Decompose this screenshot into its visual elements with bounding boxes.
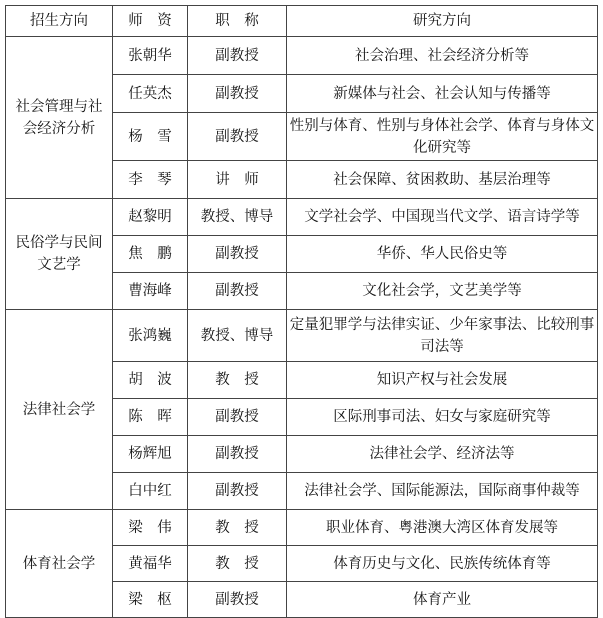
teacher-title: 副教授 bbox=[188, 273, 287, 310]
teacher-title: 教 授 bbox=[188, 362, 287, 399]
teacher-name: 焦 鹏 bbox=[113, 236, 188, 273]
header-row bbox=[6, 6, 598, 37]
header-research: 研究方向 bbox=[287, 6, 598, 37]
teacher-name: 黄福华 bbox=[113, 546, 188, 582]
direction-text: 会经济分析 bbox=[22, 120, 96, 137]
teacher-name: 梁 枢 bbox=[113, 582, 188, 618]
teacher-name: 胡 波 bbox=[113, 362, 188, 399]
teacher-name: 白中红 bbox=[113, 473, 188, 510]
direction-text: 文艺学 bbox=[37, 257, 81, 273]
research-area: 文化社会学，文艺美学等 bbox=[287, 273, 598, 310]
direction-cell bbox=[6, 37, 113, 199]
research-area: 职业体育、粤港澳大湾区体育发展等 bbox=[287, 510, 598, 546]
direction-text: 体育社会学 bbox=[22, 555, 96, 572]
teacher-name: 陈 晖 bbox=[113, 399, 188, 436]
research-area: 性别与体育、性别与身体社会学、体育与身体文化研究等 bbox=[287, 113, 598, 161]
teacher-title: 副教授 bbox=[188, 37, 287, 75]
teacher-name: 李 琴 bbox=[113, 161, 188, 199]
teacher-name: 梁 伟 bbox=[113, 510, 188, 546]
direction-text: 民俗学与民间 bbox=[15, 235, 103, 251]
teacher-title: 副教授 bbox=[188, 75, 287, 113]
teacher-name: 张朝华 bbox=[113, 37, 188, 75]
faculty-table bbox=[5, 5, 598, 618]
research-area: 社会保障、贫困救助、基层治理等 bbox=[287, 161, 598, 199]
teacher-title: 副教授 bbox=[188, 582, 287, 618]
direction-cell bbox=[6, 310, 113, 510]
header-title: 职 称 bbox=[188, 6, 287, 37]
teacher-name: 赵黎明 bbox=[113, 199, 188, 236]
table-row bbox=[6, 310, 598, 362]
research-area: 定量犯罪学与法律实证、少年家事法、比较刑事司法等 bbox=[287, 310, 598, 362]
teacher-name: 任英杰 bbox=[113, 75, 188, 113]
teacher-title: 教授、博导 bbox=[188, 199, 287, 236]
teacher-name: 杨 雪 bbox=[113, 113, 188, 161]
teacher-name: 杨辉旭 bbox=[113, 436, 188, 473]
research-area: 法律社会学、经济法等 bbox=[287, 436, 598, 473]
header-teacher: 师 资 bbox=[113, 6, 188, 37]
research-area: 文学社会学、中国现当代文学、语言诗学等 bbox=[287, 199, 598, 236]
teacher-title: 副教授 bbox=[188, 473, 287, 510]
research-area: 体育历史与文化、民族传统体育等 bbox=[287, 546, 598, 582]
research-area: 法律社会学、国际能源法，国际商事仲裁等 bbox=[287, 473, 598, 510]
research-area: 区际刑事司法、妇女与家庭研究等 bbox=[287, 399, 598, 436]
direction-cell bbox=[6, 510, 113, 618]
teacher-title: 教 授 bbox=[188, 510, 287, 546]
teacher-name: 张鸿巍 bbox=[113, 310, 188, 362]
teacher-title: 副教授 bbox=[188, 436, 287, 473]
teacher-name: 曹海峰 bbox=[113, 273, 188, 310]
table-row bbox=[6, 199, 598, 236]
teacher-title: 教授、博导 bbox=[188, 310, 287, 362]
teacher-title: 副教授 bbox=[188, 113, 287, 161]
direction-text: 社会管理与社 bbox=[15, 98, 103, 115]
research-area: 华侨、华人民俗史等 bbox=[287, 236, 598, 273]
direction-cell bbox=[6, 199, 113, 310]
table-row bbox=[6, 37, 598, 75]
research-area: 体育产业 bbox=[287, 582, 598, 618]
research-area: 知识产权与社会发展 bbox=[287, 362, 598, 399]
research-area: 新媒体与社会、社会认知与传播等 bbox=[287, 75, 598, 113]
direction-text: 法律社会学 bbox=[22, 401, 96, 418]
table-row bbox=[6, 510, 598, 546]
teacher-title: 副教授 bbox=[188, 399, 287, 436]
teacher-title: 讲 师 bbox=[188, 161, 287, 199]
header-direction: 招生方向 bbox=[6, 6, 113, 37]
research-area: 社会治理、社会经济分析等 bbox=[287, 37, 598, 75]
teacher-title: 教 授 bbox=[188, 546, 287, 582]
teacher-title: 副教授 bbox=[188, 236, 287, 273]
